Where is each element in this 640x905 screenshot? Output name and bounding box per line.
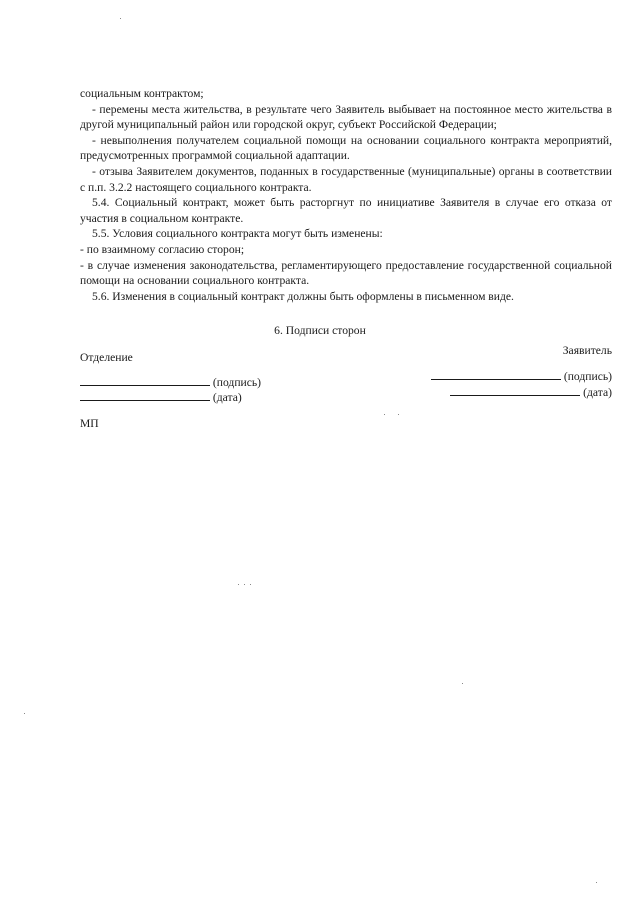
paragraph-5-6: 5.6. Изменения в социальный контракт должны быть оформлены в письменном виде. (92, 289, 514, 303)
scan-speck (244, 584, 245, 585)
left-date-line (80, 389, 210, 401)
scan-speck (24, 713, 25, 714)
paragraph-relocation: - перемены места жительства, в результате чего Заявитель выбывает на постоянное место жительства в другой муниципальный район или городской округ, субъект Российской Федерации; (80, 102, 612, 132)
left-date-label: (дата) (212, 391, 242, 404)
scan-speck (462, 683, 463, 684)
paragraph-document-withdrawal: - отзыва Заявителем документов, поданных в государственные (муниципальные) органы в соответствии с п.п. 3.2.2 настоящего социального контракта. (80, 164, 612, 194)
scan-speck (596, 882, 597, 883)
right-date-row (450, 384, 612, 401)
left-date-row (80, 389, 242, 406)
paragraph-5-5: 5.5. Условия социального контракта могут быть изменены: (92, 227, 383, 241)
right-date-line (450, 384, 580, 396)
seal-label: МП (80, 417, 99, 430)
scan-speck (238, 584, 239, 585)
contract-text (80, 86, 612, 304)
left-signature-label: (подпись) (212, 376, 262, 389)
paragraph-5-4: 5.4. Социальный контракт, может быть расторгнут по инициативе Заявителя в случае его отказа от участия в социальном контракте. (80, 196, 612, 225)
left-signature-line (80, 374, 210, 386)
right-signature-row (431, 368, 612, 385)
right-date-label: (дата) (583, 386, 612, 399)
scan-speck (250, 584, 251, 585)
scan-speck (398, 414, 399, 415)
section-heading: 6. Подписи сторон (274, 324, 366, 337)
paragraph-contract-ref: социальным контрактом; (80, 87, 204, 100)
scan-speck (120, 18, 121, 19)
scan-speck (384, 414, 385, 415)
paragraph-mutual-consent: - по взаимному согласию сторон; (80, 242, 245, 256)
paragraph-legislation-change: - в случае изменения законодательства, регламентирующего предоставление государственной социальной помощи на основании социального контракта. (80, 258, 612, 288)
paragraph-nonperformance: - невыполнения получателем социальной помощи на основании социального контракта мероприятий, предусмотренных программой социальной адаптации. (80, 133, 612, 163)
left-party-name: Отделение (80, 351, 133, 364)
right-signature-label: (подпись) (563, 370, 612, 383)
right-signature-line (431, 368, 561, 380)
right-party-name: Заявитель (562, 344, 612, 357)
